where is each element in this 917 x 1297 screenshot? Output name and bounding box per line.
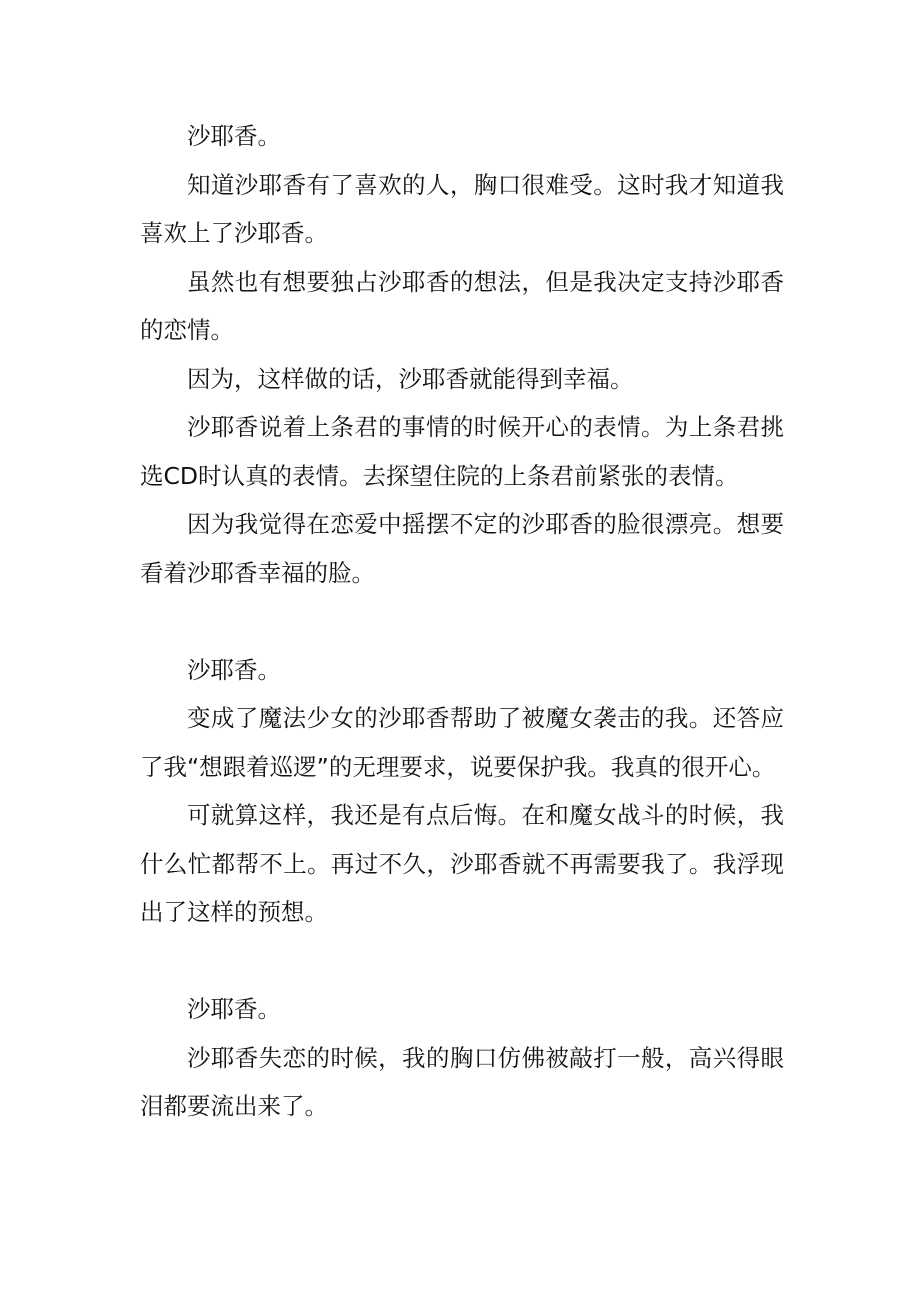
section-3: [140, 985, 784, 1131]
section-gap: [140, 937, 784, 986]
paragraph: 沙耶香说着上条君的事情的时候开心的表情。为上条君挑选CD时认真的表情。去探望住院的上条君前紧张的表情。: [140, 413, 784, 490]
paragraph: 沙耶香。: [187, 655, 281, 684]
paragraph: 虽然也有想要独占沙耶香的想法，但是我决定支持沙耶香的恋情。: [140, 267, 784, 344]
paragraph: 因为我觉得在恋爱中摇摆不定的沙耶香的脸很漂亮。想要看着沙耶香幸福的脸。: [140, 510, 784, 587]
section-2: [140, 646, 784, 937]
paragraph: 知道沙耶香有了喜欢的人，胸口很难受。这时我才知道我喜欢上了沙耶香。: [140, 170, 784, 247]
paragraph: 可就算这样，我还是有点后悔。在和魔女战斗的时候，我什么忙都帮不上。再过不久，沙耶香就不再需要我了。我浮现出了这样的预想。: [140, 801, 784, 926]
section-gap: [140, 597, 784, 646]
section-1: [140, 112, 784, 597]
document-body: [140, 112, 784, 1131]
paragraph: 因为，这样做的话，沙耶香就能得到幸福。: [187, 364, 634, 393]
paragraph: 变成了魔法少女的沙耶香帮助了被魔女袭击的我。还答应了我“想跟着巡逻”的无理要求，说要保护我。我真的很开心。: [140, 704, 784, 781]
paragraph: 沙耶香。: [187, 995, 281, 1023]
paragraph: 沙耶香。: [187, 122, 281, 150]
paragraph: 沙耶香失恋的时候，我的胸口仿佛被敲打一般，高兴得眼泪都要流出来了。: [140, 1043, 784, 1120]
